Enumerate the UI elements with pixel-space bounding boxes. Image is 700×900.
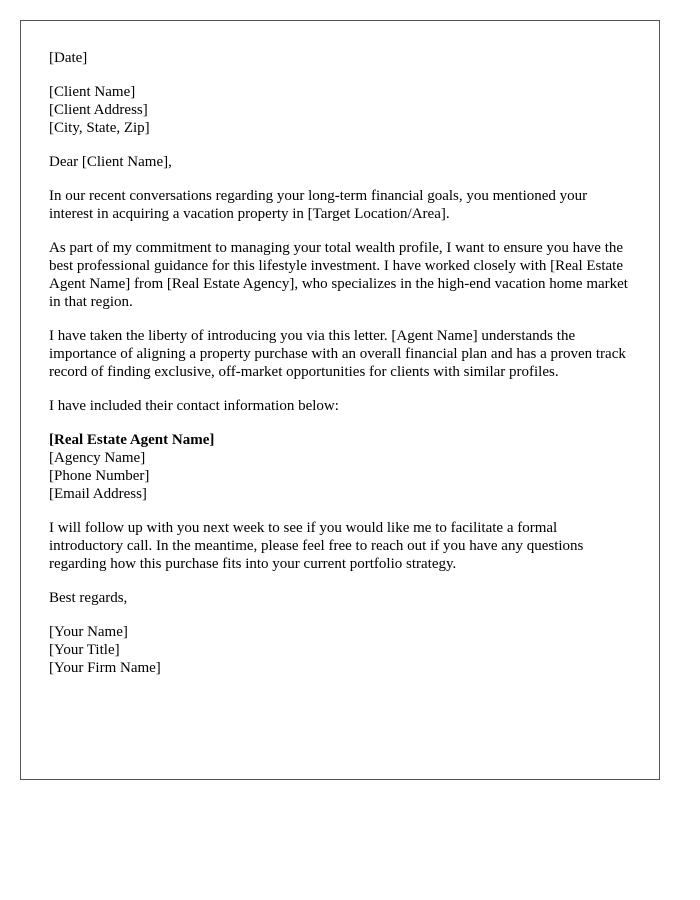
paragraph-interest: In our recent conversations regarding your long-term financial goals, you mentioned your interest in acquiring a vacation property in [Target Location/Area]. [49, 188, 588, 222]
letter-date: [Date] [49, 50, 88, 66]
salutation: Dear [Client Name], [49, 154, 172, 170]
date-block [49, 49, 633, 67]
paragraph-introduction: I have taken the liberty of introducing you via this letter. [Agent Name] understands the importance of aligning a property purchase with an overall financial plan and has a proven track record of finding exclusive, off-market opportunities for clients with similar profiles. [49, 328, 626, 380]
sender-title: [Your Title] [49, 642, 120, 658]
paragraph-follow-up: I will follow up with you next week to see if you would like me to facilitate a formal introductory call. In the meantime, please feel free to reach out if you have any questions regarding how this purchase fits into your current portfolio strategy. [49, 520, 584, 572]
signature-block [49, 623, 633, 677]
agent-email: [Email Address] [49, 486, 147, 502]
closing: Best regards, [49, 590, 128, 606]
agent-contact-block [49, 431, 633, 503]
agency-name: [Agency Name] [49, 450, 146, 466]
recipient-address-block [49, 83, 633, 137]
recipient-address: [Client Address] [49, 102, 148, 118]
sender-firm: [Your Firm Name] [49, 660, 161, 676]
sender-name: [Your Name] [49, 624, 128, 640]
recipient-name: [Client Name] [49, 84, 136, 100]
agent-phone: [Phone Number] [49, 468, 150, 484]
agent-name: [Real Estate Agent Name] [49, 432, 215, 448]
paragraph-contact-intro: I have included their contact information below: [49, 398, 339, 414]
paragraph-commitment: As part of my commitment to managing your total wealth profile, I want to ensure you have the best professional guidance for this lifestyle investment. I have worked closely with [Real Estate Agent Name] from [Real Estate Agency], who specializes in the high-end vacation home market in that region. [49, 240, 628, 310]
recipient-city-state-zip: [City, State, Zip] [49, 120, 150, 136]
letter-frame [20, 20, 660, 780]
letter-body [49, 49, 633, 693]
